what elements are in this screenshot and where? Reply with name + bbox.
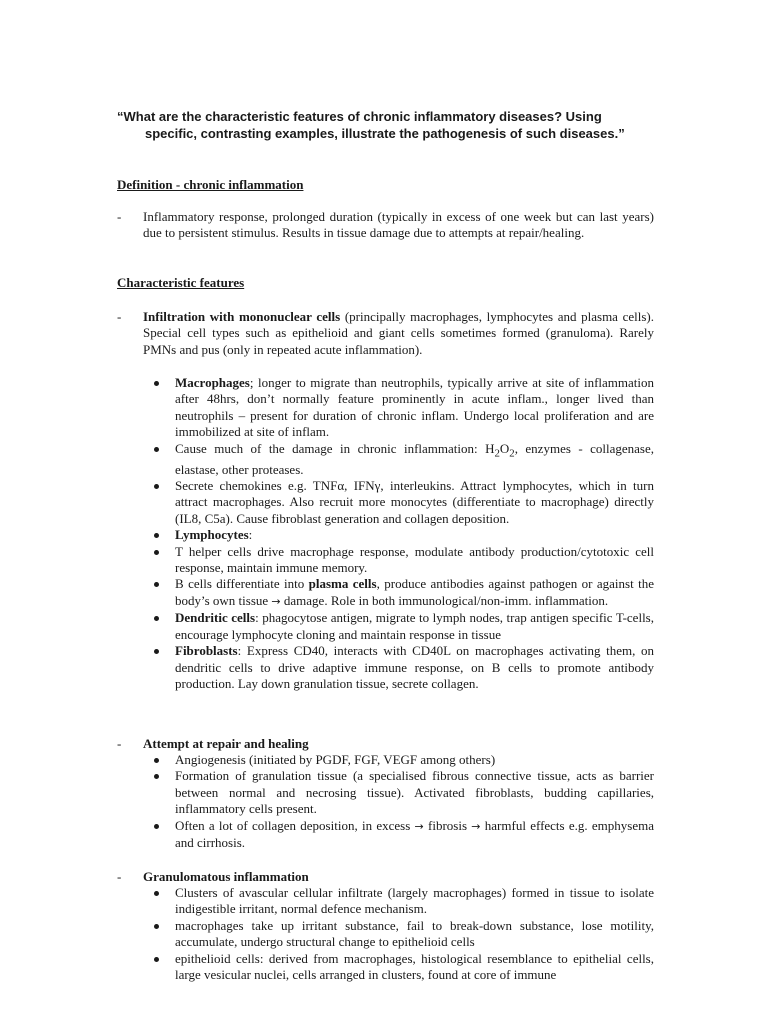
bullet-icon (154, 550, 159, 555)
lymphocytes-text: : (248, 527, 253, 543)
title-line-1: “What are the characteristic features of chronic inflammatory diseases? Using (117, 109, 602, 124)
heading-characteristic-features: Characteristic features (117, 275, 245, 290)
cell-types-list (150, 375, 654, 692)
plasma-cells-bold: plasma cells (308, 576, 377, 592)
list-item-fibroblasts (150, 643, 654, 692)
damage-text: Cause much of the damage in chronic inflammation: H (175, 440, 495, 456)
collagen-text: Often a lot of collagen deposition, in excess (175, 817, 415, 833)
infiltration-paragraph (117, 309, 654, 358)
collagen-text: harmful effects e.g. emphysema and cirrhosis. (175, 817, 654, 851)
heading-granulomatous: Granulomatous inflammation (143, 869, 309, 884)
dash-marker: - (117, 309, 122, 324)
granulomatous-list (150, 885, 654, 983)
bullet-icon (154, 533, 159, 538)
bullet-icon (154, 616, 159, 621)
definition-text: Inflammatory response, prolonged duration (typically in excess of one week but can last years) due to persistent stimulus. Results in tissue damage due to attempts at repair/healing. (143, 209, 654, 241)
subscript: 2 (494, 447, 500, 460)
list-item-angiogenesis (150, 752, 654, 768)
heading-definition: Definition - chronic inflammation (117, 177, 304, 192)
bullet-icon (154, 381, 159, 386)
arrow-right-icon: → (471, 819, 481, 833)
heading-repair: Attempt at repair and healing (143, 736, 309, 751)
list-item-lymphocytes (150, 527, 654, 543)
bullet-icon (154, 824, 159, 829)
dash-marker: - (117, 736, 122, 751)
repair-paragraph (117, 736, 654, 752)
bullet-icon (154, 484, 159, 489)
b-cells-text: , produce antibodies against pathogen or against the body’s own tissue (175, 576, 654, 608)
arrow-right-icon: → (414, 819, 424, 833)
title-continuation: specific, contrasting examples, illustrate the pathogenesis of such diseases.” (145, 125, 625, 141)
list-item-damage (150, 441, 654, 478)
damage-text: , enzymes - collagenase, elastase, other proteases. (175, 440, 654, 477)
bullet-icon (154, 924, 159, 929)
bullet-icon (154, 957, 159, 962)
angiogenesis-text: Angiogenesis (initiated by PGDF, FGF, VEGF among others) (175, 752, 496, 767)
lymphocytes-bold: Lymphocytes (175, 527, 249, 543)
list-item-granulation (150, 768, 654, 817)
fibroblasts-text: : Express CD40, interacts with CD40L on macrophages activating them, on dendritic cells to drive adaptive immune response, on B cells to promote antibody production. Lay down granulation tissue, secrete collagen. (175, 643, 654, 691)
infiltration-body: (principally macrophages, lymphocytes and plasma cells). Special cell types such as epithelioid and giant cells sometimes formed (granuloma). Rarely PMNs and pus (only in repeated acute inflammation). (143, 309, 655, 357)
essay-question-title (117, 109, 654, 142)
bullet-icon (154, 447, 159, 452)
macrophages-text: ; longer to migrate than neutrophils, typically arrive at site of inflammation after 48hrs, don’t normally feature prominently in acute inflam., longer lived than neutrophils – present for duration of chronic inflam. Undergo local proliferation and are immobilized at site of inflam. (175, 375, 654, 440)
subscript: 2 (509, 447, 515, 460)
granulomatous-heading-wrap (143, 869, 654, 885)
clusters-text: Clusters of avascular cellular infiltrate (largely macrophages) formed in tissue to isolate indigestible irritant, normal defence mechanism. (175, 885, 654, 917)
bullet-icon (154, 758, 159, 763)
infiltration-text (143, 309, 654, 358)
epithelioid-text: epithelioid cells: derived from macrophages, histological resemblance to epithelial cells, large vesicular nuclei, cells arranged in clusters, found at core of immune (175, 950, 654, 983)
bullet-icon (154, 891, 159, 896)
macrophages-bold: Macrophages (175, 375, 250, 390)
bullet-icon (154, 774, 159, 779)
fibroblasts-bold: Fibroblasts (175, 643, 238, 659)
list-item-b-cells (150, 576, 654, 610)
arrow-right-icon: → (271, 594, 281, 608)
damage-text: O (499, 440, 510, 456)
list-item-macrophages (150, 375, 654, 441)
chemokines-text: Secrete chemokines e.g. TNFα, IFNγ, interleukins. Attract lymphocytes, which in turn attract macrophages. Also recruit more monocytes (differentiate to macrophage) directly (IL8, C5a). Cause fibroblast generation and collagen deposition. (175, 478, 654, 526)
list-item-epithelioid (150, 951, 654, 984)
granulomatous-paragraph (117, 869, 654, 885)
dash-marker: - (117, 869, 122, 884)
list-item-t-helper (150, 544, 654, 577)
dash-marker: - (117, 209, 122, 224)
list-item-collagen (150, 818, 654, 852)
t-helper-text: T helper cells drive macrophage response, modulate antibody production/cytotoxic cell response, maintain immune memory. (175, 543, 654, 576)
bullet-icon (154, 582, 159, 587)
bullet-icon (154, 649, 159, 654)
list-item-irritant (150, 918, 654, 951)
list-item-chemokines (150, 478, 654, 527)
b-cells-text: B cells differentiate into (175, 576, 309, 592)
repair-list (150, 752, 654, 851)
collagen-text: fibrosis (423, 817, 472, 833)
definition-paragraph (117, 209, 654, 242)
list-item-dendritic (150, 610, 654, 643)
b-cells-text: damage. Role in both immunological/non-imm. inflammation. (280, 592, 609, 608)
irritant-text: macrophages take up irritant substance, fail to break-down substance, lose motility, accumulate, undergo structural change to epithelioid cells (175, 917, 654, 950)
repair-heading-wrap (143, 736, 654, 752)
dendritic-bold: Dendritic cells (175, 610, 256, 626)
infiltration-bold: Infiltration with mononuclear cells (143, 309, 341, 324)
dendritic-text: : phagocytose antigen, migrate to lymph nodes, trap antigen specific T-cells, encourage lymphocyte cloning and maintain response in tissue (175, 610, 654, 642)
granulation-text: Formation of granulation tissue (a specialised fibrous connective tissue, acts as barrier between normal and necrosing tissue). Activated fibroblasts, budding capillaries, inflammatory cells present. (175, 768, 654, 817)
list-item-clusters (150, 885, 654, 918)
